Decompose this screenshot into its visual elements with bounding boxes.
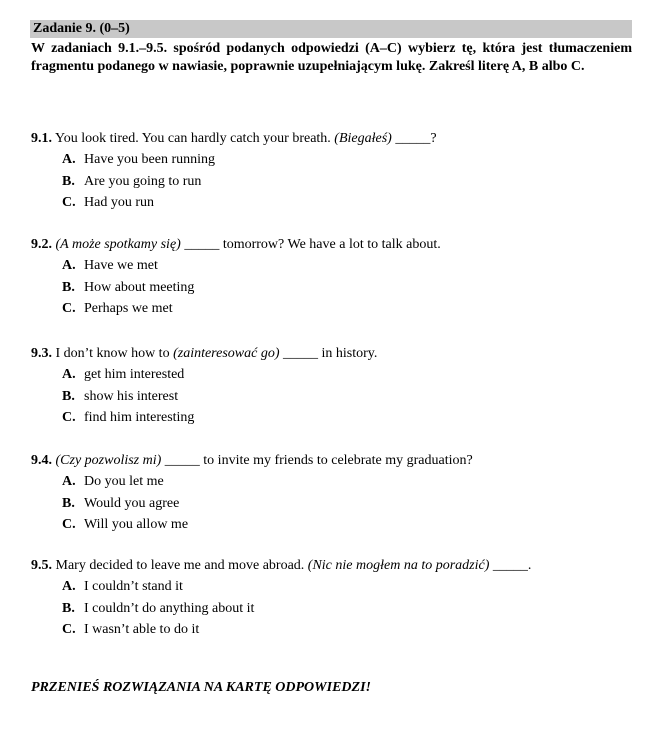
- task-instructions: W zadaniach 9.1.–9.5. spośród podanych odpowiedzi (A–C) wybierz tę, która jest tłumaczeniem fragmentu podanego w nawiasie, poprawnie uzupełniającym lukę. Zakreśl literę A, B albo C.: [31, 41, 632, 74]
- option-letter[interactable]: C.: [62, 195, 76, 210]
- option-b[interactable]: [62, 277, 641, 299]
- option-letter[interactable]: A.: [62, 258, 76, 273]
- question-hint: (Biegałeś): [334, 131, 392, 146]
- option-letter[interactable]: C.: [62, 517, 76, 532]
- option-b[interactable]: [62, 598, 641, 620]
- question-text-before: Mary decided to leave me and move abroad.: [55, 558, 305, 573]
- question-text: [31, 129, 641, 149]
- question-text-after: _____ to invite my friends to celebrate my graduation?: [164, 453, 473, 468]
- option-text: Are you going to run: [84, 173, 202, 189]
- option-c[interactable]: [62, 298, 641, 320]
- option-text: I couldn’t stand it: [84, 579, 183, 594]
- option-text: Had you run: [84, 195, 154, 210]
- question-number: 9.4.: [31, 453, 52, 468]
- option-letter[interactable]: C.: [62, 410, 76, 425]
- option-text: I wasn’t able to do it: [84, 622, 200, 637]
- option-text: Would you agree: [84, 495, 180, 511]
- option-a[interactable]: [62, 364, 641, 386]
- option-letter[interactable]: C.: [62, 301, 76, 316]
- question-text-after: _____?: [395, 131, 437, 146]
- question-text: [31, 556, 641, 576]
- option-letter[interactable]: B.: [62, 495, 75, 511]
- option-a[interactable]: [62, 576, 641, 598]
- question-9-3: [31, 344, 641, 429]
- question-number: 9.2.: [31, 237, 52, 252]
- option-a[interactable]: [62, 255, 641, 277]
- question-9-4: [31, 451, 641, 536]
- option-text: I couldn’t do anything about it: [84, 600, 255, 616]
- option-letter[interactable]: A.: [62, 579, 76, 594]
- option-letter[interactable]: A.: [62, 367, 76, 382]
- question-hint: (zainteresować go): [173, 346, 280, 361]
- question-9-2: [31, 235, 641, 320]
- option-text: Have we met: [84, 258, 158, 273]
- question-number: 9.5.: [31, 558, 52, 573]
- question-text-after: _____ tomorrow? We have a lot to talk about.: [184, 237, 441, 252]
- option-c[interactable]: [62, 514, 641, 536]
- option-text: Do you let me: [84, 474, 164, 489]
- question-hint: (Nic nie mogłem na to poradzić): [307, 558, 490, 573]
- option-a[interactable]: [62, 149, 641, 171]
- question-number: 9.1.: [31, 131, 52, 146]
- option-b[interactable]: [62, 171, 641, 193]
- option-letter[interactable]: B.: [62, 600, 75, 616]
- option-text: How about meeting: [84, 279, 195, 295]
- question-number: 9.3.: [31, 346, 52, 361]
- option-c[interactable]: [62, 619, 641, 641]
- option-letter[interactable]: A.: [62, 152, 76, 167]
- option-text: Have you been running: [84, 152, 216, 167]
- question-text: [31, 344, 641, 364]
- question-9-1: [31, 129, 641, 214]
- question-text-after: _____.: [492, 558, 532, 573]
- option-letter[interactable]: B.: [62, 388, 75, 404]
- question-text-before: You look tired. You can hardly catch your breath.: [54, 131, 331, 146]
- option-c[interactable]: [62, 407, 641, 429]
- question-hint: (Czy pozwolisz mi): [55, 453, 162, 468]
- option-text: get him interested: [84, 367, 185, 382]
- option-text: find him interesting: [84, 410, 195, 425]
- option-letter[interactable]: C.: [62, 622, 76, 637]
- option-letter[interactable]: B.: [62, 173, 75, 189]
- option-text: Will you allow me: [84, 517, 189, 532]
- question-text: [31, 451, 641, 471]
- option-b[interactable]: [62, 493, 641, 515]
- option-letter[interactable]: B.: [62, 279, 75, 295]
- question-hint: (A może spotkamy się): [55, 237, 181, 252]
- question-text-before: I don’t know how to: [55, 346, 170, 361]
- option-b[interactable]: [62, 386, 641, 408]
- option-text: show his interest: [84, 388, 179, 404]
- task-title: Zadanie 9. (0–5): [33, 21, 130, 36]
- option-c[interactable]: [62, 192, 641, 214]
- option-a[interactable]: [62, 471, 641, 493]
- transfer-answers-note: PRZENIEŚ ROZWIĄZANIA NA KARTĘ ODPOWIEDZI!: [31, 680, 371, 695]
- question-9-5: [31, 556, 641, 641]
- option-letter[interactable]: A.: [62, 474, 76, 489]
- question-text: [31, 235, 641, 255]
- question-text-after: _____ in history.: [283, 346, 378, 361]
- option-text: Perhaps we met: [84, 301, 173, 316]
